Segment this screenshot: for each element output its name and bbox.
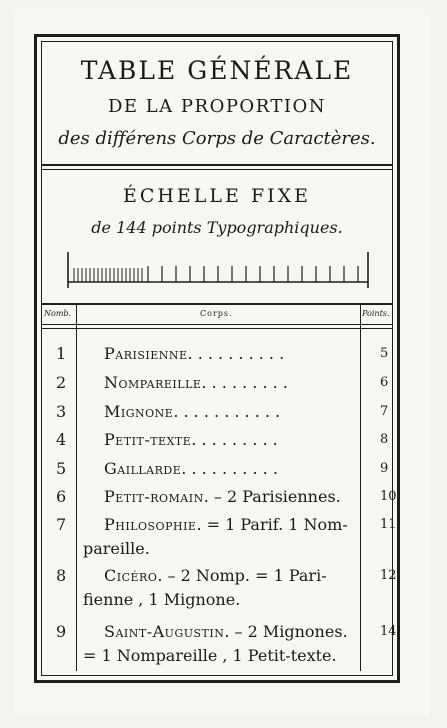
type-size-name: Saint-Augustin	[104, 622, 225, 641]
type-size-equivalence: . . . . . . . . . .	[187, 344, 285, 363]
header-divider-thick	[41, 164, 393, 166]
row-points: 9	[380, 461, 389, 476]
row-points: 11	[380, 517, 397, 532]
row-entry	[104, 373, 288, 392]
row-points: 5	[380, 346, 389, 361]
page-subtitle: DE LA PROPORTION	[107, 96, 327, 117]
type-size-name: Cicéro	[104, 566, 158, 585]
row-number: 2	[56, 373, 67, 392]
table-header-rule	[41, 324, 393, 325]
row-entry	[104, 430, 278, 449]
header-divider-thin	[41, 169, 393, 170]
row-entry	[104, 622, 348, 641]
row-number: 9	[56, 622, 67, 641]
column-header-corps: Corps.	[200, 309, 233, 318]
type-size-name: Philosophie	[104, 515, 197, 534]
type-size-name: Petit-texte	[104, 430, 192, 449]
type-size-equivalence: . = 1 Parif. 1 Nom-	[196, 515, 348, 534]
row-entry	[104, 487, 341, 506]
column-divider-left	[76, 305, 77, 671]
row-number: 8	[56, 566, 67, 585]
type-size-name: Parisienne	[104, 344, 188, 363]
row-points: 7	[380, 404, 389, 419]
row-entry	[104, 515, 348, 534]
row-number: 6	[56, 487, 67, 506]
row-points: 12	[380, 568, 397, 583]
row-entry	[104, 566, 327, 585]
row-points: 10	[380, 489, 397, 504]
type-size-name: Petit-romain	[104, 487, 204, 506]
type-size-equivalence: . – 2 Mignones.	[224, 622, 348, 641]
table-header-rule-2	[41, 328, 393, 329]
scale-caption: de 144 points Typographiques.	[91, 218, 343, 237]
column-header-number: Nomb.	[44, 309, 72, 318]
row-continuation: fienne , 1 Mignone.	[83, 590, 241, 609]
type-size-equivalence: . . . . . . . . . . .	[173, 402, 281, 421]
type-size-name: Nompareille	[104, 373, 202, 392]
type-size-equivalence: . – 2 Parisiennes.	[203, 487, 341, 506]
typographic-scale-ruler	[66, 250, 370, 290]
row-continuation: = 1 Nompareille , 1 Petit-texte.	[83, 646, 337, 665]
row-points: 14	[380, 624, 397, 639]
row-number: 7	[56, 515, 67, 534]
row-number: 5	[56, 459, 67, 478]
type-size-equivalence: . – 2 Nomp. = 1 Pari-	[157, 566, 327, 585]
row-number: 4	[56, 430, 67, 449]
page-title: TABLE GÉNÉRALE	[80, 56, 354, 85]
page-subtitle-italic: des différens Corps de Caractères.	[58, 128, 376, 149]
column-header-points: Points.	[362, 309, 390, 318]
row-entry	[104, 344, 284, 363]
row-number: 1	[56, 344, 67, 363]
type-size-equivalence: . . . . . . . . .	[201, 373, 288, 392]
type-size-name: Mignone	[104, 402, 174, 421]
row-points: 6	[380, 375, 389, 390]
type-size-equivalence: . . . . . . . . .	[191, 430, 278, 449]
row-entry	[104, 459, 278, 478]
type-size-equivalence: . . . . . . . . . .	[181, 459, 278, 478]
table-top-rule	[41, 303, 393, 305]
column-divider-right	[360, 305, 361, 671]
type-size-name: Gaillarde	[104, 459, 182, 478]
scale-title: ÉCHELLE FIXE	[122, 185, 312, 207]
row-entry	[104, 402, 280, 421]
row-continuation: pareille.	[83, 539, 150, 558]
row-number: 3	[56, 402, 67, 421]
row-points: 8	[380, 432, 389, 447]
